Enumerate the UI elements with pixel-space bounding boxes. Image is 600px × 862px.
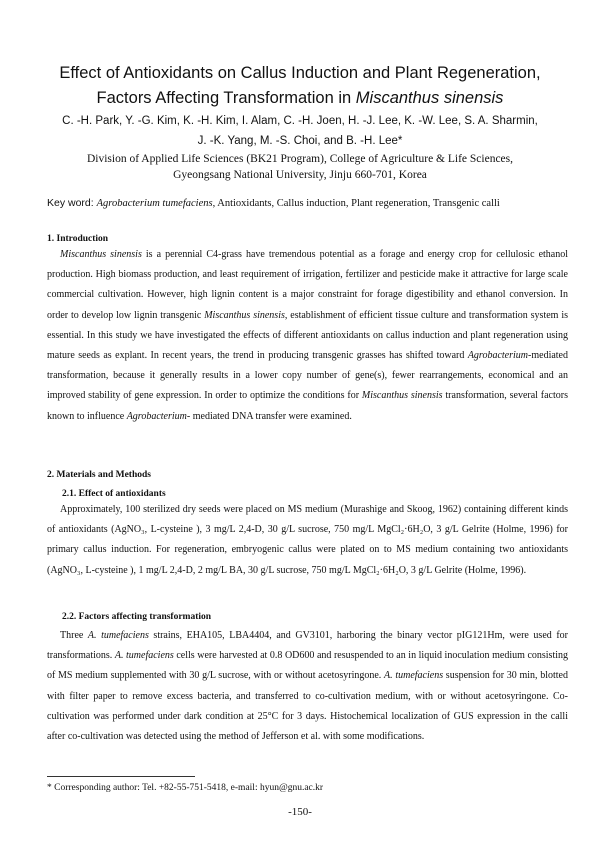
keywords-rest: , Antioxidants, Callus induction, Plant regeneration, Transgenic calli [212,198,500,209]
introduction-paragraph [47,245,568,427]
intro-text-3: -mediated transformation, because it generally results in a lower copy number of gene(s), fewer rearrangements, economical and an improved stability of gene expression. In order to optimize the conditions for [47,350,568,402]
corresponding-author-footnote: * Corresponding author: Tel. +82-55-751-5418, e-mail: hyun@gnu.ac.kr [47,783,324,793]
affiliation-line2: Gyeongsang National University, Jinju 660-701, Korea [173,169,427,181]
keywords-italic-term: Agrobacterium tumefaciens [96,198,213,209]
keywords-label: Key word: [47,197,97,209]
intro-species-3: Miscanthus sinensis [361,390,443,402]
trans-text-4: suspension for 30 min, blotted with filter paper to remove excess bacteria, and transferred to co-cultivation medium, with or without acetosyringone. Co-cultivation was performed under dark condition at 25°C for 3 days. Histochemical localization of GUS expression in the calli after co-cultivation was detected using the method of Jefferson et al. with some modifications. [47,670,568,743]
affiliation-line1: Division of Applied Life Sciences (BK21 Program), College of Agriculture & Life Sciences, [86,153,514,165]
footnote-rule [47,776,195,777]
intro-species-1: Miscanthus sinensis [60,249,142,260]
intro-agro-2: Agrobacterium [126,410,187,422]
title-species: Miscanthus sinensis [355,89,504,107]
intro-species-2: Miscanthus sinensis [204,309,285,321]
authors-line2: J. -K. Yang, M. -S. Choi, and B. -H. Lee* [197,135,403,147]
trans-species-2: A. tumefaciens [114,650,174,662]
trans-species-1: A. tumefaciens [87,630,149,641]
intro-text-1: is a perennial C4-grass have tremendous potential as a forage and energy crop for cellulosic ethanol production. High biomass production, and least requirement of irrigation, fertilizer and pesticide make it attractive for large scale commercial cultivation. However, high lignin content is a major constraint for forage digestibility and ethanol conversion. In order to develop low lignin transgenic [47,249,569,321]
heading-factors-transformation: 2.2. Factors affecting transformation [62,612,212,622]
intro-text-5: - mediated DNA transfer were examined. [186,410,352,422]
keywords [47,197,567,209]
heading-introduction: 1. Introduction [47,234,109,244]
heading-effect-antioxidants: 2.1. Effect of antioxidants [62,489,166,499]
intro-agro-1: Agrobacterium [467,350,529,362]
antioxidants-paragraph: Approximately, 100 sterilized dry seeds were placed on MS medium (Murashige and Skoog, 1962) containing different kinds of antioxidants (AgNO₃, L-cysteine ), 3 mg/L 2,4-D, 30 g/L sucrose, 750 mg/L MgCl₂·6H₂O, 3 g/L Gelrite (Holme, 1996) for primary callus induction. For regeneration, embryogenic callus were plated on to MS medium containing two antioxidants (AgNO₃, L-cysteine ), 1 mg/L 2,4-D, 2 mg/L BA, 30 g/L sucrose, 750 mg/L MgCl₂·6H₂O, 3 g/L Gelrite (Holme, 1996). [47,504,568,576]
paper-title-line2 [30,89,570,108]
page-number: -150- [288,806,312,818]
trans-text-1: Three [60,630,88,641]
intro-text-4: transformation, several factors known to influence [47,390,568,422]
paper-title-line1: Effect of Antioxidants on Callus Induction and Plant Regeneration, [59,64,541,82]
trans-species-3: A. tumefaciens [384,670,444,682]
transformation-paragraph [47,626,568,747]
intro-text-2: , establishment of efficient tissue culture and transformation system is essential. In this study we have investigated the effects of different antioxidants on callus induction and plant regeneration using mature seeds as explant. In recent years, the trend in producing transgenic grasses has shifted toward [47,309,568,362]
authors-line1: C. -H. Park, Y. -G. Kim, K. -H. Kim, I. Alam, C. -H. Joen, H. -J. Lee, K. -W. Lee, S. A. Sharmin, [62,115,538,127]
trans-text-2: strains, EHA105, LBA4404, and GV3101, harboring the binary vector pIG121Hm, were used for transformations. [47,630,569,662]
title-prefix: Factors Affecting Transformation in [96,89,356,107]
trans-text-3: cells were harvested at 0.8 OD600 and resuspended to an in liquid inoculation medium consisting of MS medium supplemented with 30 g/L sucrose, with or without acetosyringone. [47,650,569,682]
heading-materials-methods: 2. Materials and Methods [47,470,151,480]
